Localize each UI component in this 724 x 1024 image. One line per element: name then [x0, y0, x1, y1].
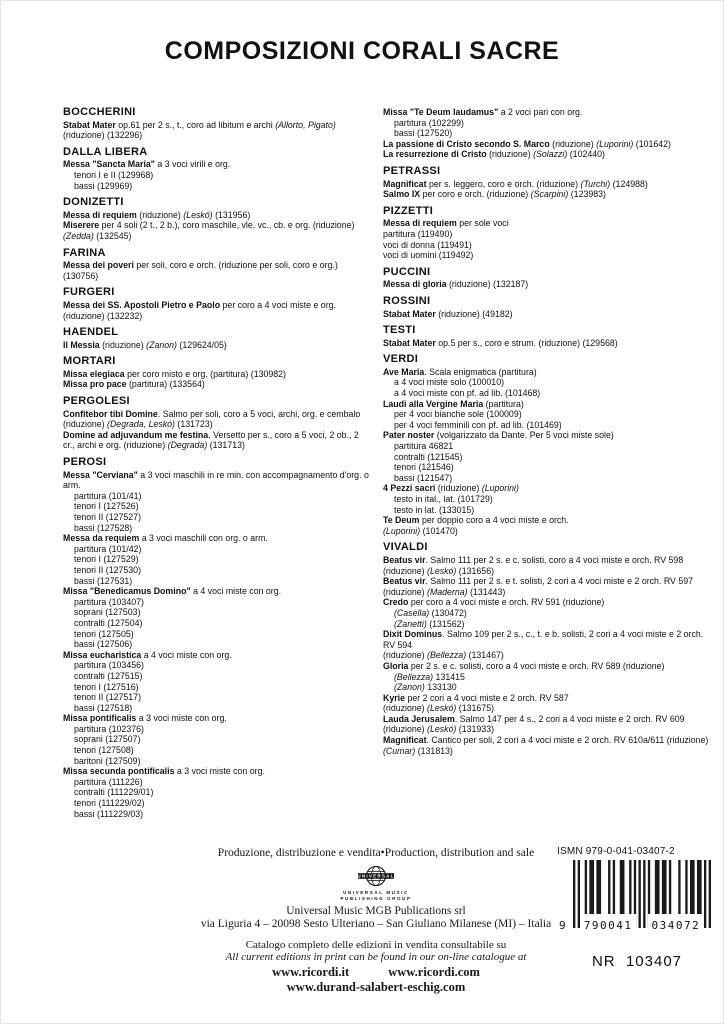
work-subentry: voci di uomini (119492)	[383, 250, 474, 261]
work-subentry: soprani (127507)	[74, 734, 141, 745]
work-subentry: partitura (111226)	[74, 776, 143, 787]
work-entry: Domine ad adjuvandum me festina. Versetto per s., coro a 5 voci, 2 ob., 2 cr., archi e org. (riduzione) (Degrada) (131713)	[63, 429, 359, 451]
composer-heading: PETRASSI	[383, 164, 441, 177]
work-subentry: tenori (127505)	[74, 628, 134, 639]
work-entry: La resurrezione di Cristo (riduzione) (Solazzi) (102440)	[383, 149, 605, 160]
work-subentry: testo in lat. (133015)	[394, 504, 475, 515]
work-subentry: bassi (127518)	[74, 702, 133, 713]
work-subentry: (Zanon) 133130	[394, 682, 457, 693]
composer-heading: PERGOLESI	[63, 395, 130, 408]
composer-heading: VIVALDI	[383, 541, 428, 554]
work-entry: Gloria per 2 s. e c. solisti, coro a 4 voci miste e orch. RV 589 (riduzione)	[383, 660, 665, 671]
work-subentry: per 4 voci bianche sole (100009)	[394, 409, 522, 420]
svg-text:9: 9	[559, 919, 568, 932]
work-entry: Miserere per 4 soli (2 t., 2 b.), coro maschile, vle, vc., cb. e org. (riduzione) (Zedda) (132545)	[63, 220, 355, 241]
work-entry: Magnificat per s. leggero, coro e orch. (riduzione) (Turchi) (124988)	[383, 178, 648, 189]
composer-heading: VERDI	[383, 353, 419, 366]
work-subentry: tenori (127508)	[74, 745, 134, 756]
work-entry: Missa "Te Deum laudamus" a 2 voci pari con org.	[383, 107, 583, 117]
ismn-number: ISMN 979-0-041-03407-2	[557, 846, 675, 857]
work-subentry: partitura (101/41)	[74, 490, 142, 501]
composer-heading: BOCCHERINI	[63, 106, 136, 118]
catalogue-note-it: Catalogo completo delle edizioni in vendita consultabile su	[245, 939, 507, 951]
work-entry: Dixit Dominus. Salmo 109 per 2 s., c., t. e b. solisti, 2 cori a 4 voci miste e 2 orch. RV 594	[383, 629, 704, 650]
work-entry: Beatus vir. Salmo 111 per 2 s. e c. solisti, coro a 4 voci miste e orch. RV 598 (riduzione) (Leskó) (131656)	[383, 554, 684, 576]
work-entry: Missa "Benedicamus Domino" a 4 voci miste con org.	[63, 586, 282, 597]
work-subentry: (riduzione) (Bellezza) (131467)	[383, 650, 504, 661]
work-subentry: per 4 voci femminili con pf. ad lib. (101469)	[394, 419, 562, 430]
work-subentry: bassi (127506)	[74, 639, 133, 650]
work-entry: Missa pontificalis a 3 voci miste con org.	[63, 713, 227, 724]
work-entry: Stabat Mater op.61 per 2 s., t., coro ad libitum e archi (Allorto, Pigato) (riduzione) (132296)	[63, 119, 336, 141]
svg-text:034072: 034072	[651, 919, 701, 932]
work-entry: Missa pro pace (partitura) (133564)	[63, 379, 205, 390]
work-subentry: contralti (127515)	[74, 670, 143, 681]
work-entry: Messa dei SS. Apostoli Pietro e Paolo per coro a 4 voci miste e org. (riduzione) (132232)	[63, 299, 336, 321]
composer-heading: PUCCINI	[383, 265, 431, 278]
work-subentry: (Casella) (130472)	[394, 607, 467, 618]
composer-heading: DONIZETTI	[63, 196, 124, 209]
work-subentry: contralti (127504)	[74, 617, 143, 628]
work-subentry: (riduzione) (Leskó) (131933)	[383, 724, 495, 735]
composer-heading: ROSSINI	[383, 294, 431, 307]
work-entry: Messa di requiem (riduzione) (Leskó) (131956)	[63, 209, 251, 220]
work-subentry: baritoni (127509)	[74, 755, 141, 766]
website-urls	[141, 965, 611, 980]
work-subentry: voci di donna (119491)	[383, 239, 472, 250]
universal-globe-icon	[356, 864, 396, 890]
catalog-column-right	[383, 107, 709, 819]
page-title: COMPOSIZIONI CORALI SACRE	[164, 37, 560, 65]
work-subentry: tenori I (127526)	[74, 501, 139, 512]
work-subentry: tenori I e II (129968)	[74, 169, 154, 180]
composer-heading: TESTI	[383, 324, 416, 337]
work-entry: Lauda Jerusalem. Salmo 147 per 4 s., 2 cori a 4 voci miste e 2 orch. RV 609	[383, 713, 685, 724]
work-subentry: testo in ital., lat. (101729)	[394, 494, 493, 504]
work-subentry: bassi (127520)	[394, 128, 453, 139]
universal-logo	[316, 864, 436, 901]
work-entry: Confitebor tibi Domine. Salmo per soli, coro a 5 voci, archi, org. e cembalo (riduzione) (Degrada, Leskó) (131723)	[63, 408, 361, 430]
work-subentry: tenori II (127527)	[74, 512, 141, 522]
work-entry: Credo per coro a 4 voci miste e orch. RV 591 (riduzione)	[383, 597, 605, 608]
work-subentry: bassi (121547)	[394, 472, 453, 483]
publisher-address: via Liguria 4 – 20098 Sesto Ulteriano – San Giuliano Milanese (MI) – Italia	[200, 918, 552, 930]
composer-heading: FARINA	[63, 246, 106, 259]
work-entry: Missa secunda pontificalis a 3 voci miste con org.	[63, 766, 265, 777]
work-subentry: partitura (101/42)	[74, 543, 142, 554]
catalog-body	[63, 107, 709, 819]
work-entry: La passione di Cristo secondo S. Marco (riduzione) (Luporini) (101642)	[383, 138, 671, 149]
work-entry: Pater noster (volgarizzato da Dante. Per 5 voci miste sole)	[383, 430, 614, 441]
work-entry: 4 Pezzi sacri (riduzione) (Luporini)	[383, 483, 519, 494]
work-entry: Messa dei poveri per soli, coro e orch. (riduzione per soli, coro e org.) (130756)	[63, 260, 338, 281]
work-entry: Stabat Mater (riduzione) (49182)	[383, 308, 513, 319]
composer-heading: MORTARI	[63, 355, 116, 368]
work-subentry: bassi (129969)	[74, 180, 133, 191]
work-entry: Magnificat. Cantico per soli, 2 cori a 4 voci miste e 2 orch. RV 610a/611 (riduzione)	[383, 735, 709, 746]
catalog-column-left	[63, 107, 371, 819]
work-subentry: tenori II (127517)	[74, 692, 141, 703]
logo-subtitle-line2: PUBLISHING GROUP	[340, 895, 412, 901]
universal-logo-wordmark: UNIVERSAL	[357, 873, 395, 879]
work-subentry: partitura (102376)	[74, 723, 144, 734]
work-subentry: tenori I (127529)	[74, 554, 139, 565]
work-subentry: bassi (111229/03)	[74, 808, 144, 819]
work-entry: Missa eucharistica a 4 voci miste con org.	[63, 649, 232, 660]
url-ricordi-it: www.ricordi.it	[272, 965, 350, 979]
ismn-block	[557, 846, 717, 970]
work-subentry: partitura 46821	[394, 441, 454, 452]
catalogue-note-en: All current editions in print can be found in our on-line catalogue at	[225, 951, 527, 963]
work-entry: Stabat Mater op.5 per s., coro e strum. (riduzione) (129568)	[383, 337, 618, 348]
composer-heading: DALLA LIBERA	[63, 145, 148, 158]
composer-heading: PIZZETTI	[383, 204, 434, 217]
nr-catalog-number: NR 103407	[591, 953, 683, 970]
svg-text:790041: 790041	[583, 919, 633, 932]
work-entry: Te Deum per doppio coro a 4 voci miste e orch.	[383, 515, 569, 526]
work-subentry: tenori (111229/02)	[74, 798, 145, 809]
work-subentry: (Luporini) (101470)	[383, 525, 458, 536]
work-entry: Laudi alla Vergine Maria (partitura)	[383, 398, 524, 409]
work-subentry: (Bellezza) 131415	[394, 671, 465, 682]
work-subentry: (Cumar) (131813)	[383, 745, 453, 756]
logo-subtitle-line1: UNIVERSAL MUSIC	[343, 890, 409, 895]
composer-heading: HAENDEL	[63, 326, 119, 339]
footer	[141, 847, 611, 995]
work-subentry: tenori II (127530)	[74, 564, 141, 575]
work-subentry: partitura (103456)	[74, 660, 144, 671]
work-subentry: a 4 voci miste solo (100010)	[394, 377, 505, 388]
work-subentry: soprani (127503)	[74, 607, 141, 618]
publisher-name: Universal Music MGB Publications srl	[286, 905, 466, 917]
url-ricordi-com: www.ricordi.com	[388, 965, 480, 979]
work-subentry: bassi (127528)	[74, 522, 133, 533]
composer-heading: FURGERI	[63, 286, 115, 299]
work-entry: Messa di requiem per sole voci	[383, 218, 509, 229]
work-entry: Kyrie per 2 cori a 4 voci miste e 2 orch. RV 587	[383, 692, 569, 703]
ean-barcode	[557, 860, 715, 940]
work-entry: Beatus vir. Salmo 111 per 2 s. e t. solisti, 2 cori a 4 voci miste e 2 orch. RV 597 (riduzione) (Maderna) (131443)	[383, 576, 693, 597]
work-entry: Ave Maria. Scala enigmatica (partitura)	[383, 366, 537, 377]
url-durand-salabert-eschig: www.durand-salabert-eschig.com	[286, 980, 466, 994]
work-subentry: bassi (127531)	[74, 575, 133, 586]
work-entry: Missa elegiaca per coro misto e org. (partitura) (130982)	[63, 368, 286, 379]
composer-heading: PEROSI	[63, 456, 107, 469]
work-subentry: partitura (103407)	[74, 596, 144, 607]
work-subentry: partitura (102299)	[394, 117, 464, 128]
work-subentry: partitura (119490)	[383, 228, 453, 239]
work-entry: Messa da requiem a 3 voci maschili con org. o arm.	[63, 533, 268, 544]
work-subentry: (riduzione) (Leskó) (131675)	[383, 703, 495, 714]
work-subentry: tenori I (127516)	[74, 681, 139, 692]
work-subentry: contralti (111229/01)	[74, 787, 154, 798]
work-subentry: contralti (121545)	[394, 451, 463, 462]
work-entry: Il Messia (riduzione) (Zanon) (129624/05)	[63, 339, 227, 350]
work-entry: Messa di gloria (riduzione) (132187)	[383, 279, 529, 290]
work-subentry: (Zanetti) (131562)	[394, 618, 465, 629]
work-subentry: tenori (121546)	[394, 462, 454, 473]
work-entry: Messa "Cerviana" a 3 voci maschili in re min. con accompagnamento d'org. o arm.	[63, 469, 369, 491]
sale-line: Produzione, distribuzione e vendita•Production, distribution and sale	[217, 847, 535, 859]
work-entry: Salmo IX per coro e orch. (riduzione) (Scarpini) (123983)	[383, 189, 606, 200]
work-subentry: a 4 voci miste con pf. ad lib. (101468)	[394, 388, 541, 399]
work-entry: Messa "Sancta Maria" a 3 voci virili e org.	[63, 159, 231, 170]
